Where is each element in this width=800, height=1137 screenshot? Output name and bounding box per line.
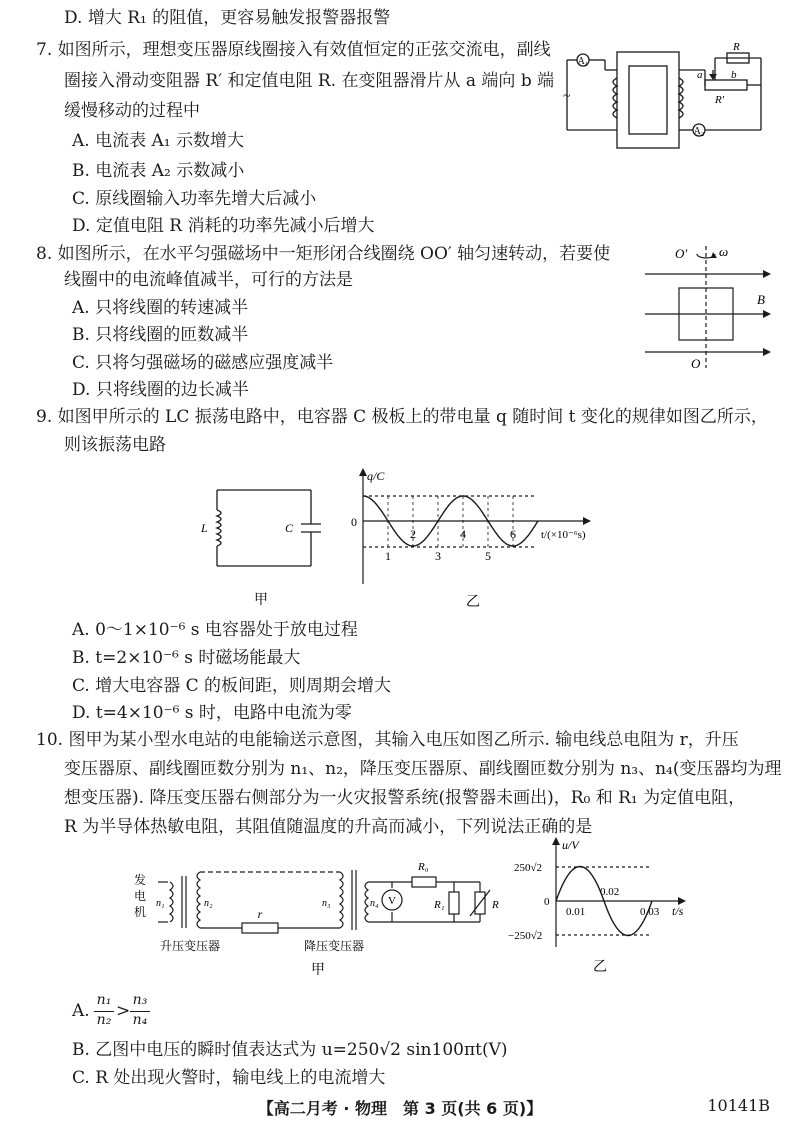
greater-than-sign: > <box>116 1001 131 1021</box>
q9-stem-line: 则该振荡电路 <box>64 435 166 455</box>
q7-option-a: A. 电流表 A₁ 示数增大 <box>72 131 244 151</box>
fraction-numerator: n₃ <box>132 992 148 1008</box>
generator-label: 电 <box>134 889 147 903</box>
q8-stem-line: 线圈中的电流峰值减半，可行的方法是 <box>64 270 353 290</box>
terminal-a-label: a <box>697 69 703 81</box>
y-axis-label: q/C <box>367 469 385 483</box>
tick-label: 6 <box>510 527 516 541</box>
terminal-b-label: b <box>731 69 737 81</box>
axis-o-prime-label: O′ <box>675 246 688 261</box>
figure-caption-jia: 甲 <box>311 963 325 978</box>
axis-o-label: O <box>691 356 701 371</box>
q8-coil-figure <box>635 242 785 374</box>
tick-label: 3 <box>435 549 441 563</box>
q8-option-b: B. 只将线圈的匝数减半 <box>72 325 249 345</box>
tick-label: 1 <box>385 549 391 563</box>
ac-source-symbol: ~ <box>563 89 571 104</box>
n3-label: n₃ <box>322 898 331 909</box>
r1-label: R₁ <box>434 899 445 911</box>
q9-charge-time-graph <box>345 466 610 611</box>
q9-stem-line: 9. 如图甲所示的 LC 振荡电路中，电容器 C 极板上的带电量 q 随时间 t 变化的规律如图乙所示， <box>36 407 768 427</box>
q8-option-d: D. 只将线圈的边长减半 <box>72 380 249 400</box>
q8-stem-line: 8. 如图所示，在水平匀强磁场中一矩形闭合线圈绕 OO′ 轴匀速转动，若要使 <box>36 244 611 264</box>
q7-stem-line: 缓慢移动的过程中 <box>64 101 200 121</box>
n4-label: n₄ <box>370 898 379 909</box>
origin-label: 0 <box>544 896 550 908</box>
q6-option-d: D. 增大 R₁ 的阻值，更容易触发报警器报警 <box>64 8 391 28</box>
step-up-transformer-label: 升压变压器 <box>160 939 221 953</box>
q10-option-b: B. 乙图中电压的瞬时值表达式为 u=250√2 sin100πt(V) <box>72 1040 508 1060</box>
ammeter-a2-label: A₂ <box>693 126 705 137</box>
figure-caption-yi: 乙 <box>466 595 480 610</box>
origin-label: 0 <box>351 515 357 529</box>
q10-stem-line: 想变压器). 降压变压器右侧部分为一火灾报警系统(报警器未画出)，R₀ 和 R₁ 为定值电阻， <box>64 788 746 808</box>
thermistor-r-label: R <box>492 899 499 911</box>
fraction-denominator: n₂ <box>96 1012 112 1028</box>
x-axis-label: t/s <box>672 904 684 918</box>
resistor-r-label: R <box>733 41 740 53</box>
y-max-label: 250√2 <box>514 862 543 874</box>
inductor-l-label: L <box>201 521 208 535</box>
q10-option-a-prefix: A. <box>72 1001 90 1021</box>
tick-label: 0.02 <box>600 886 620 898</box>
voltmeter-label: V <box>388 895 396 907</box>
n2-label: n₂ <box>204 898 213 909</box>
r0-label: R₀ <box>418 861 429 873</box>
tick-label: 5 <box>485 549 491 563</box>
fraction-denominator: n₄ <box>132 1012 148 1028</box>
n1-label: n₁ <box>156 898 165 909</box>
q10-option-a <box>72 992 162 1032</box>
q9-option-d: D. t=4×10⁻⁶ s 时，电路中电流为零 <box>72 703 352 723</box>
y-axis-label: u/V <box>562 838 579 852</box>
page-footer <box>0 1096 800 1120</box>
x-axis-label: t/(×10⁻⁶s) <box>541 529 586 541</box>
q10-option-c: C. R 处出现火警时，输电线上的电流增大 <box>72 1068 386 1088</box>
q7-option-d: D. 定值电阻 R 消耗的功率先减小后增大 <box>72 216 375 236</box>
fraction-numerator: n₁ <box>96 992 112 1008</box>
tick-label: 2 <box>410 527 416 541</box>
q10-transmission-figure <box>130 852 510 982</box>
q7-option-c: C. 原线圈输入功率先增大后减小 <box>72 189 317 209</box>
q10-stem-line: 10. 图甲为某小型水电站的电能输送示意图，其输入电压如图乙所示. 输电线总电阻为 r，升压 <box>36 730 739 750</box>
q8-option-c: C. 只将匀强磁场的磁感应强度减半 <box>72 353 334 373</box>
generator-label: 发 <box>134 873 147 887</box>
capacitor-c-label: C <box>285 521 294 535</box>
tick-label: 0.03 <box>640 906 660 918</box>
q7-stem-line: 圈接入滑动变阻器 R′ 和定值电阻 R. 在变阻器滑片从 a 端向 b 端 <box>64 71 555 91</box>
q10-stem-line: 变压器原、副线圈匝数分别为 n₁、n₂，降压变压器原、副线圈匝数分别为 n₃、n₄(变压器均为理 <box>64 759 782 779</box>
q7-transformer-figure <box>565 40 775 160</box>
line-resistance-r-label: r <box>257 907 263 921</box>
footer-page-info: 【高二月考 · 物理 第 3 页(共 6 页)】 <box>257 1099 543 1118</box>
q9-lc-circuit-figure <box>195 480 335 610</box>
step-down-transformer-label: 降压变压器 <box>304 939 365 953</box>
figure-caption-jia: 甲 <box>254 593 268 608</box>
q7-option-b: B. 电流表 A₂ 示数减小 <box>72 161 245 181</box>
figure-caption-yi: 乙 <box>593 960 607 975</box>
y-min-label: −250√2 <box>508 930 543 942</box>
footer-code: 10141B <box>707 1096 770 1115</box>
q10-stem-line: R 为半导体热敏电阻，其阻值随温度的升高而减小，下列说法正确的是 <box>64 817 593 837</box>
q9-option-a: A. 0～1×10⁻⁶ s 电容器处于放电过程 <box>72 620 358 640</box>
q9-option-c: C. 增大电容器 C 的板间距，则周期会增大 <box>72 676 392 696</box>
q8-option-a: A. 只将线圈的转速减半 <box>72 298 249 318</box>
q9-option-b: B. t=2×10⁻⁶ s 时磁场能最大 <box>72 648 301 668</box>
field-b-label: B <box>757 292 765 307</box>
ammeter-a1-label: A₁ <box>577 56 589 67</box>
omega-label: ω <box>719 244 729 259</box>
q10-voltage-time-graph <box>500 835 710 980</box>
generator-label: 机 <box>134 905 147 919</box>
tick-label: 0.01 <box>566 906 586 918</box>
tick-label: 4 <box>460 527 466 541</box>
q7-stem-line: 7. 如图所示，理想变压器原线圈接入有效值恒定的正弦交流电，副线 <box>36 40 551 60</box>
rheostat-r-prime-label: R′ <box>715 94 725 106</box>
